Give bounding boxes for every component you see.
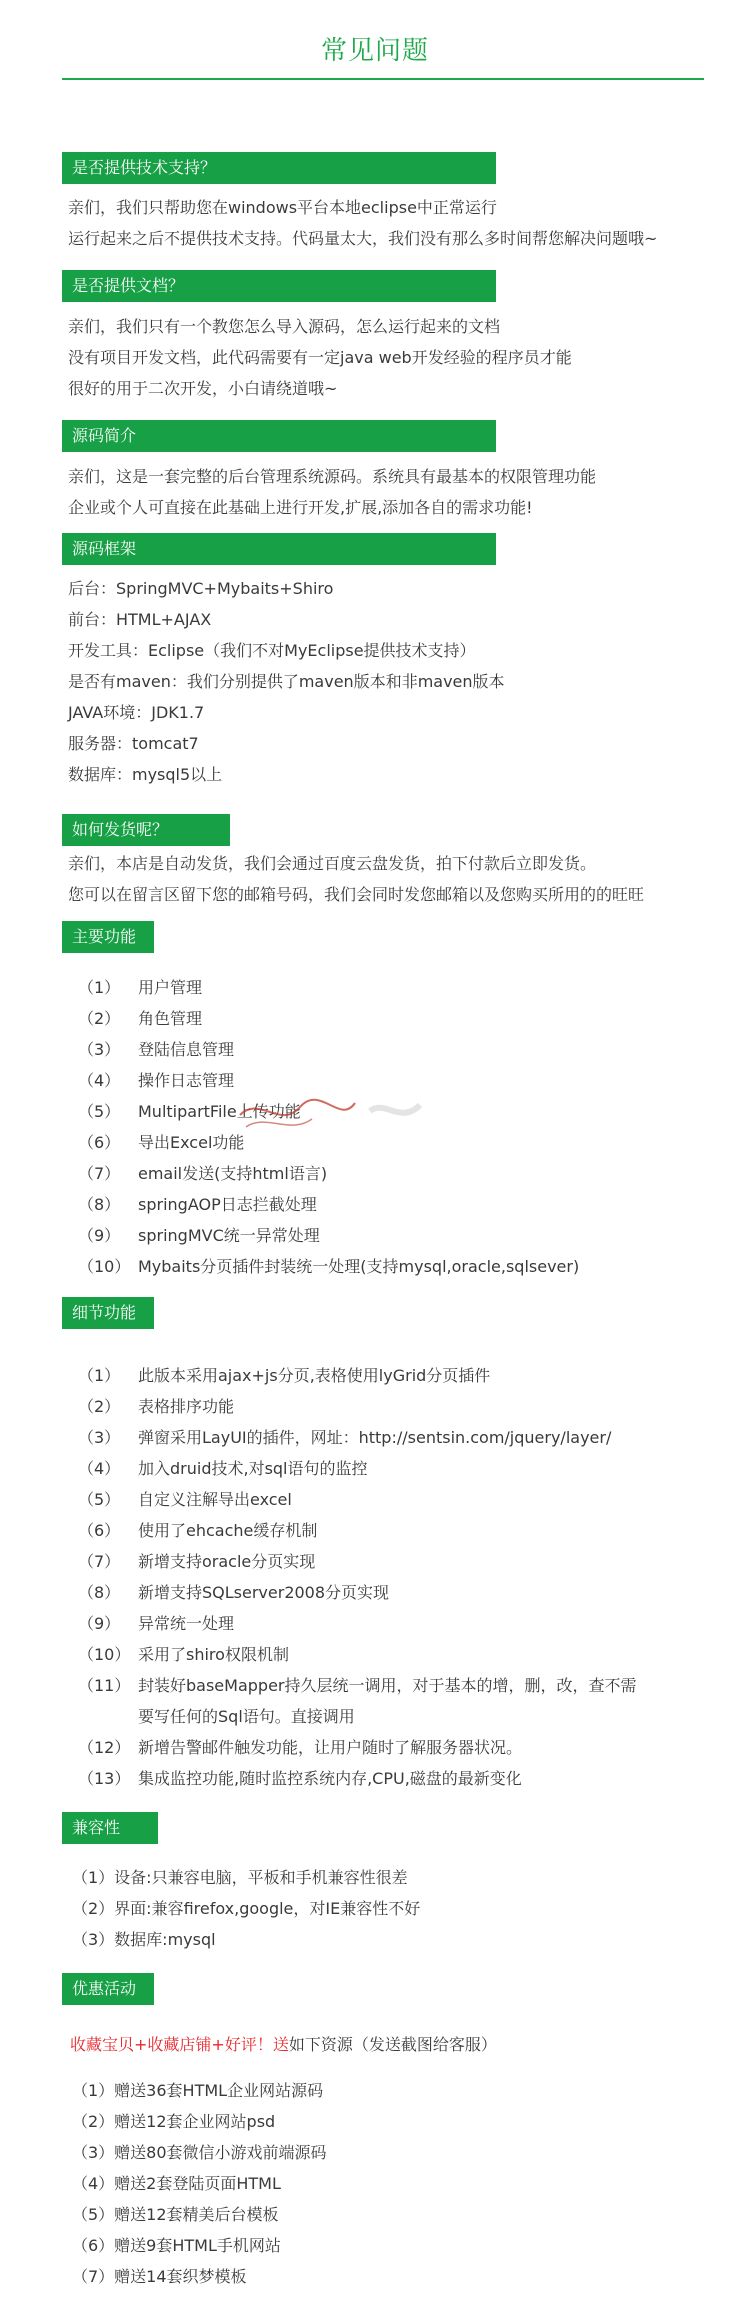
list-item: 表格排序功能 [138, 1397, 235, 1416]
list-number: （13） [78, 1769, 131, 1788]
text-line: （1）设备:只兼容电脑，平板和手机兼容性很差 [72, 1868, 408, 1887]
list-item: 使用了ehcache缓存机制 [138, 1521, 318, 1540]
text-line: 没有项目开发文档，此代码需要有一定java web开发经验的程序员才能 [68, 348, 572, 367]
text-line: （2）界面:兼容firefox,google，对IE兼容性不好 [72, 1899, 421, 1918]
list-item: 操作日志管理 [138, 1071, 235, 1090]
list-number: （11） [78, 1676, 131, 1695]
text-line: 亲们，我们只有一个教您怎么导入源码，怎么运行起来的文档 [68, 317, 501, 336]
list-item: springAOP日志拦截处理 [138, 1195, 317, 1214]
list-item: 采用了shiro权限机制 [138, 1645, 289, 1664]
text-line: 亲们，我们只帮助您在windows平台本地eclipse中正常运行 [68, 198, 497, 217]
section-heading-framework: 源码框架 [62, 533, 496, 565]
section-heading-docs: 是否提供文档？ [62, 270, 496, 302]
list-item-continued: 要写任何的Sql语句。直接调用 [138, 1707, 355, 1726]
section-heading-shipping: 如何发货呢？ [62, 814, 230, 846]
text-line: （3）数据库:mysql [72, 1930, 216, 1949]
text-line: 后台：SpringMVC+Mybaits+Shiro [68, 579, 334, 598]
list-number: （12） [78, 1738, 131, 1757]
list-item: 加入druid技术,对sql语句的监控 [138, 1459, 368, 1478]
list-item: Mybaits分页插件封装统一处理(支持mysql,oracle,sqlsever) [138, 1257, 580, 1276]
list-number: （3） [78, 1040, 121, 1059]
text-line: 服务器：tomcat7 [68, 734, 199, 753]
list-item: 异常统一处理 [138, 1614, 235, 1633]
promo-highlight: 收藏宝贝+收藏店铺+好评！送 [70, 2035, 289, 2054]
list-number: （9） [78, 1226, 121, 1245]
text-line: 您可以在留言区留下您的邮箱号码，我们会同时发您邮箱以及您购买所用的的旺旺 [68, 885, 645, 904]
text-line: （7）赠送14套织梦模板 [72, 2267, 247, 2286]
list-number: （4） [78, 1071, 121, 1090]
section-heading-tech-support: 是否提供技术支持？ [62, 152, 496, 184]
list-item: 新增支持oracle分页实现 [138, 1552, 316, 1571]
list-number: （10） [78, 1257, 131, 1276]
list-item: 集成监控功能,随时监控系统内存,CPU,磁盘的最新变化 [138, 1769, 522, 1788]
list-number: （2） [78, 1397, 121, 1416]
text-line: （5）赠送12套精美后台模板 [72, 2205, 279, 2224]
list-item: 角色管理 [138, 1009, 203, 1028]
list-number: （9） [78, 1614, 121, 1633]
section-heading-main-features: 主要功能 [62, 921, 154, 953]
text-line: （3）赠送80套微信小游戏前端源码 [72, 2143, 327, 2162]
list-number: （1） [78, 1366, 121, 1385]
list-number: （10） [78, 1645, 131, 1664]
list-number: （8） [78, 1195, 121, 1214]
text-line: 很好的用于二次开发，小白请绕道哦~ [68, 379, 338, 398]
text-line: 亲们，这是一套完整的后台管理系统源码。系统具有最基本的权限管理功能 [68, 467, 597, 486]
text-line: （1）赠送36套HTML企业网站源码 [72, 2081, 324, 2100]
page-title: 常见问题 [320, 36, 429, 66]
section-heading-promo: 优惠活动 [62, 1973, 154, 2005]
list-item: 用户管理 [138, 978, 203, 997]
list-item: 新增支持SQLserver2008分页实现 [138, 1583, 390, 1602]
list-item: 此版本采用ajax+js分页,表格使用lyGrid分页插件 [138, 1366, 491, 1385]
list-item: 弹窗采用LayUI的插件，网址：http://sentsin.com/jquery/layer/ [138, 1428, 612, 1447]
watermark-scribble [230, 1085, 430, 1145]
text-line: JAVA环境：JDK1.7 [68, 703, 205, 722]
title-divider [62, 78, 704, 80]
list-item: 导出Excel功能 [138, 1133, 245, 1152]
list-item: 登陆信息管理 [138, 1040, 235, 1059]
section-heading-detail-features: 细节功能 [62, 1297, 154, 1329]
list-item: email发送(支持html语言) [138, 1164, 328, 1183]
list-number: （4） [78, 1459, 121, 1478]
promo-intro [70, 2034, 497, 2056]
text-line: 前台：HTML+AJAX [68, 610, 212, 629]
list-item: 自定义注解导出excel [138, 1490, 292, 1509]
text-line: （2）赠送12套企业网站psd [72, 2112, 276, 2131]
promo-intro-rest: 如下资源（发送截图给客服） [288, 2035, 497, 2054]
list-number: （2） [78, 1009, 121, 1028]
list-number: （7） [78, 1552, 121, 1571]
text-line: 是否有maven：我们分别提供了maven版本和非maven版本 [68, 672, 505, 691]
list-item: 封装好baseMapper持久层统一调用，对于基本的增，删，改，查不需 [138, 1676, 637, 1695]
list-number: （6） [78, 1133, 121, 1152]
list-item: 新增告警邮件触发功能，让用户随时了解服务器状况。 [138, 1738, 523, 1757]
list-item: MultipartFile上传功能 [138, 1102, 301, 1121]
list-number: （6） [78, 1521, 121, 1540]
text-line: （4）赠送2套登陆页面HTML [72, 2174, 281, 2193]
section-heading-intro: 源码简介 [62, 420, 496, 452]
list-number: （3） [78, 1428, 121, 1447]
text-line: （6）赠送9套HTML手机网站 [72, 2236, 281, 2255]
list-number: （7） [78, 1164, 121, 1183]
text-line: 企业或个人可直接在此基础上进行开发,扩展,添加各自的需求功能! [68, 498, 533, 517]
text-line: 开发工具：Eclipse（我们不对MyEclipse提供技术支持） [68, 641, 476, 660]
text-line: 运行起来之后不提供技术支持。代码量太大，我们没有那么多时间帮您解决问题哦~ [68, 229, 658, 248]
list-number: （1） [78, 978, 121, 997]
list-number: （8） [78, 1583, 121, 1602]
list-number: （5） [78, 1102, 121, 1121]
list-item: springMVC统一异常处理 [138, 1226, 320, 1245]
text-line: 数据库：mysql5以上 [68, 765, 223, 784]
section-heading-compat: 兼容性 [62, 1812, 158, 1844]
list-number: （5） [78, 1490, 121, 1509]
text-line: 亲们，本店是自动发货，我们会通过百度云盘发货，拍下付款后立即发货。 [68, 854, 597, 873]
